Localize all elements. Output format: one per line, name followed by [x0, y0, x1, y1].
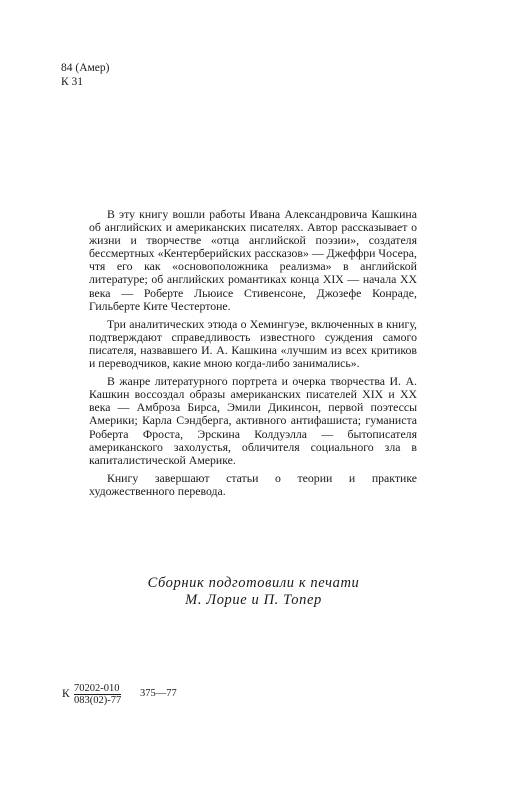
compilers-line-2: М. Лорие и П. Топер [185, 592, 322, 608]
author-mark: К 31 [61, 76, 84, 88]
compilers-credit [0, 575, 507, 609]
annotation-paragraph: Три аналитических этюда о Хемингуэе, включенных в книгу, подтверждают справедливость известного суждения самого писателя, назвавшего И. А. Кашкина «лучшим из всех критиков и переводчиков, какие мною когда-либо занимались». [89, 316, 417, 371]
annotation-paragraph: В эту книгу вошли работы Ивана Александровича Кашкина об английских и американских писателях. Автор рассказывает о жизни и творчестве «отца английской поэзии», создателя бессмертных «Кентерберийских рассказов» — Джеффри Чосера, чтя его как «основоположника реализма» в английской литературе; об английских романтиках конца XIX — начала XX века — Роберте Льюисе Стивенсоне, Джозефе Конраде, Гильберте Ките Честертоне. [89, 207, 417, 313]
code-suffix: 375—77 [140, 688, 177, 699]
annotation-paragraph: В жанре литературного портрета и очерка творчества И. А. Кашкин воссоздал образы американских писателей XIX и XX века — Амброза Бирса, Эмили Дикинсон, первой поэтессы Америки; Карла Сэндберга, активного антифашиста; гуманиста Роберта Фроста, Эрскина Колдуэлла — бытописателя американского захолустья, обличителя социального зла в капиталистической Америке. [89, 374, 417, 467]
annotation-paragraph: Книгу завершают статьи о теории и практике художественного перевода. [89, 470, 417, 498]
code-numerator: 70202-010 [74, 683, 120, 694]
classification-index [61, 61, 109, 89]
compilers-line-1: Сборник подготовили к печати [147, 575, 360, 591]
book-annotation [89, 208, 417, 503]
code-denominator: 083(02)-77 [74, 695, 122, 706]
udc-index: 84 (Амер) [61, 62, 110, 74]
code-letter: К [62, 688, 70, 700]
code-fraction [74, 683, 121, 707]
